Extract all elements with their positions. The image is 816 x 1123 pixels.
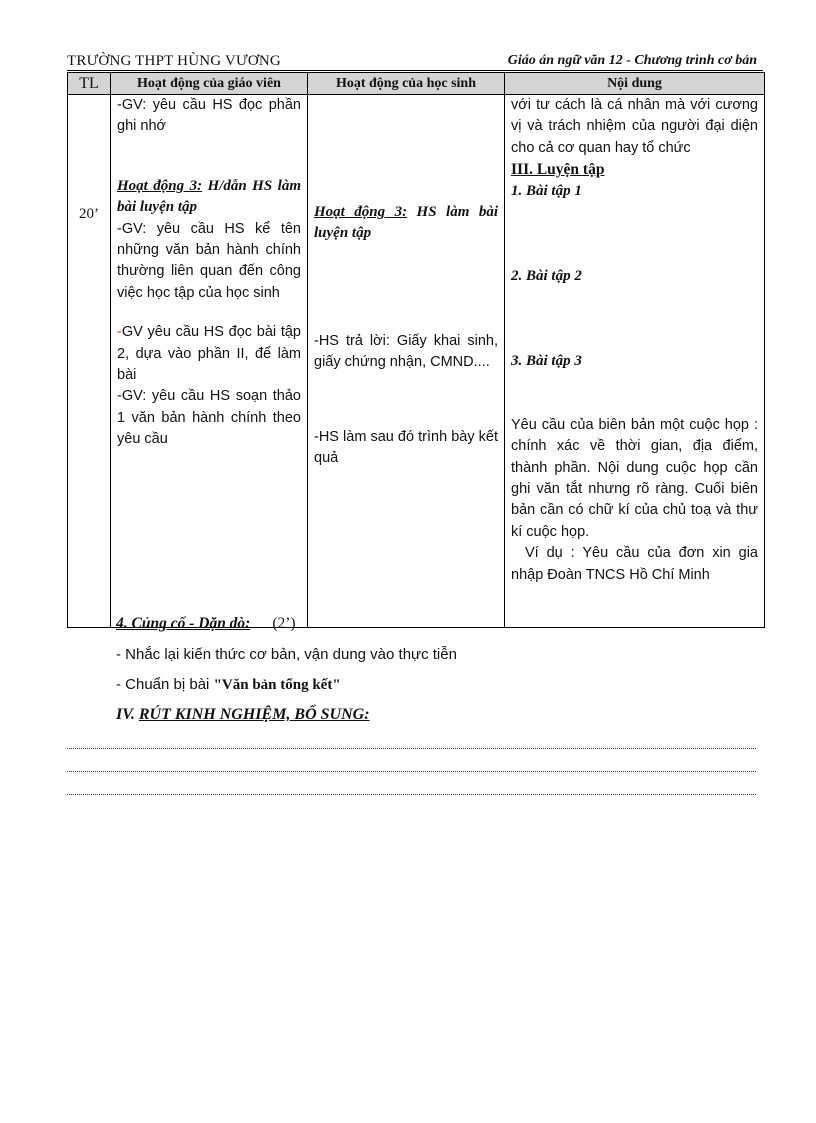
col-header-student: Hoạt động của học sinh [308,73,505,95]
col-header-time: TL [68,73,111,95]
review-heading: IV. RÚT KINH NGHIỆM, BỔ SUNG: [116,706,370,723]
time-cell [68,95,111,628]
content-continuation: với tư cách là cá nhân mà với cương vị và trách nhiệm của người đại diện cho cả cơ quan hay tổ chức [511,97,758,156]
student-line-2: -HS làm sau đó trình bày kết quả [314,428,498,467]
dotted-line-1 [67,748,756,749]
lesson-plan-table [67,72,765,628]
student-cell [308,95,505,628]
teacher-line-2: -GV: yêu cầu HS kể tên những văn bản hành chính thường liên quan đến công việc học tập của học sinh [117,220,301,301]
exercise-1-heading: 1. Bài tập 1 [511,182,582,199]
student-activity-heading: Hoạt động 3: HS làm bài luyện tập [314,204,498,242]
consolidation-item-1: - Nhắc lại kiến thức cơ bản, vận dung vào thực tiễn [116,646,457,663]
teacher-line-4: -GV: yêu cầu HS soạn thảo 1 văn bản hành chính theo yêu cầu [117,388,301,448]
time-value: 20’ [79,206,99,222]
page-header [67,53,757,69]
header-rule [67,70,763,71]
col-header-teacher: Hoạt động của giáo viên [111,73,308,95]
exercise-2-heading: 2. Bài tập 2 [511,268,582,285]
meeting-minutes-requirements: Yêu cầu của biên bản một cuộc họp : chính xác về thời gian, địa điểm, thành phần. Nội dung cuộc họp cần ghi văn tắt nhưng rõ ràng. Cuối biên bản cần có chữ kí của chủ toạ và thư kí cuộc họp. [511,416,758,540]
teacher-cell [111,95,308,628]
school-name: TRƯỜNG THPT HÙNG VƯƠNG [67,53,281,69]
content-cell [505,95,765,628]
consolidation-item-2: - Chuẩn bị bài "Văn bản tổng kết" [116,676,341,693]
example-text: Ví dụ : Yêu cầu của đơn xin gia nhập Đoàn TNCS Hồ Chí Minh [511,545,758,583]
table-row [68,95,765,628]
student-line-1: -HS trả lời: Giấy khai sinh, giấy chứng nhận, CMND.... [314,332,498,371]
section-practice-heading: III. Luyện tập [511,161,605,179]
exercise-3-heading: 3. Bài tập 3 [511,353,582,370]
teacher-activity-heading: Hoạt động 3: H/dẫn HS làm bài luyện tập [117,177,301,216]
teacher-line-3: -GV yêu cầu HS đọc bài tập 2, dựa vào phần II, để làm bài [117,324,301,384]
subject-title: Giáo án ngữ văn 12 - Chương trình cơ bản [507,53,757,68]
dotted-line-2 [67,771,756,772]
consolidation-heading: 4. Củng cố - Dặn dò: (2’) [116,615,296,632]
teacher-line-1: -GV: yêu cầu HS đọc phần ghi nhớ [117,97,301,135]
col-header-content: Nội dung [505,73,765,95]
table-header-row [68,73,765,95]
dotted-line-3 [67,794,756,795]
